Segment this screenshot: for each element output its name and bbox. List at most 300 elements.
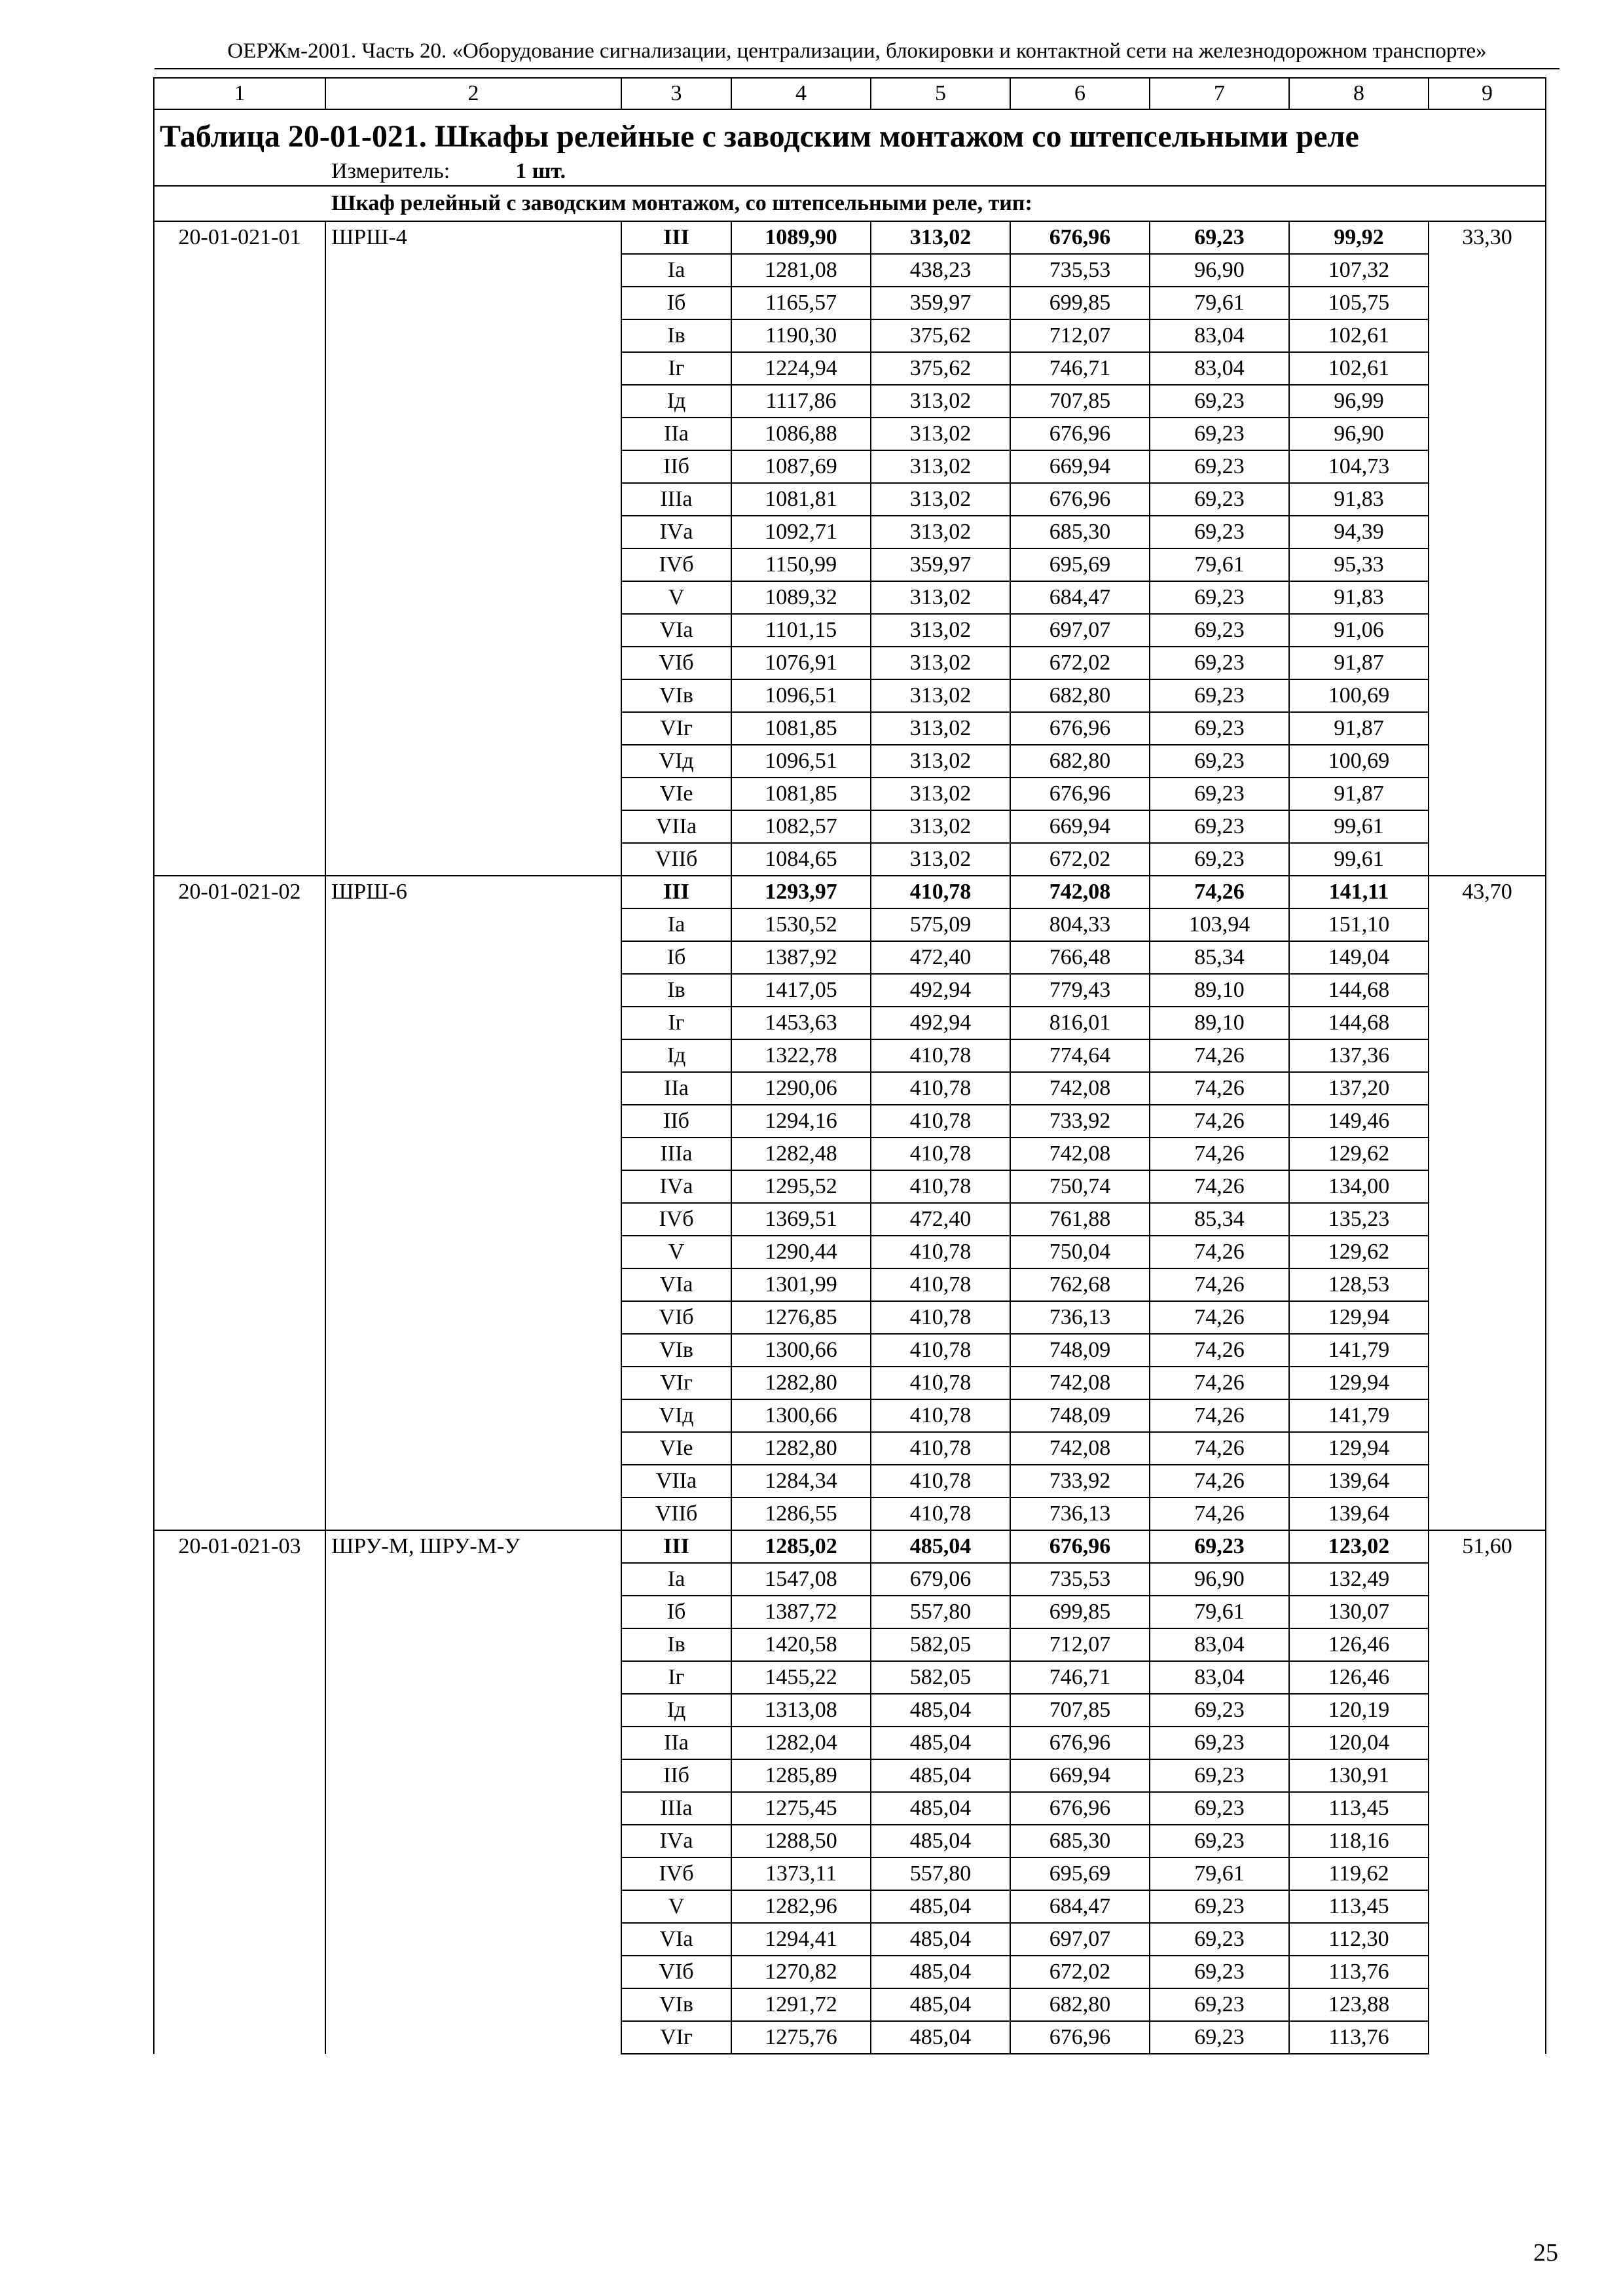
value-cell: 69,23 <box>1150 1825 1289 1857</box>
value-cell: 676,96 <box>1010 1727 1150 1759</box>
value-cell: 69,23 <box>1150 1792 1289 1825</box>
value-cell: 69,23 <box>1150 1890 1289 1923</box>
type-cell: Iг <box>621 1007 731 1039</box>
value-cell: 575,09 <box>871 908 1010 941</box>
value-cell: 748,09 <box>1010 1334 1150 1367</box>
value-cell: 1282,80 <box>731 1367 871 1399</box>
value-cell: 699,85 <box>1010 287 1150 319</box>
item-code: 20-01-021-03 <box>154 1530 325 2054</box>
type-cell: IIа <box>621 1072 731 1105</box>
value-cell: 69,23 <box>1150 1923 1289 1956</box>
value-cell: 69,23 <box>1150 1727 1289 1759</box>
value-cell: 375,62 <box>871 319 1010 352</box>
value-cell: 149,04 <box>1289 941 1429 974</box>
value-cell: 742,08 <box>1010 1072 1150 1105</box>
value-cell: 69,23 <box>1150 1988 1289 2021</box>
value-cell: 105,75 <box>1289 287 1429 319</box>
value-cell: 69,23 <box>1150 581 1289 614</box>
value-cell: 1081,85 <box>731 778 871 810</box>
value-cell: 134,00 <box>1289 1170 1429 1203</box>
type-cell: VIIб <box>621 843 731 876</box>
value-cell: 1288,50 <box>731 1825 871 1857</box>
value-cell: 762,68 <box>1010 1268 1150 1301</box>
value-cell: 1089,32 <box>731 581 871 614</box>
value-cell: 79,61 <box>1150 1857 1289 1890</box>
value-cell: 682,80 <box>1010 1988 1150 2021</box>
value-cell: 69,23 <box>1150 712 1289 745</box>
mass-value: 43,70 <box>1429 876 1546 1530</box>
value-cell: 1275,76 <box>731 2021 871 2054</box>
value-cell: 128,53 <box>1289 1268 1429 1301</box>
value-cell: 735,53 <box>1010 254 1150 287</box>
value-cell: 410,78 <box>871 1138 1010 1170</box>
type-cell: VIа <box>621 1923 731 1956</box>
value-cell: 682,80 <box>1010 679 1150 712</box>
value-cell: 1313,08 <box>731 1694 871 1727</box>
value-cell: 816,01 <box>1010 1007 1150 1039</box>
type-cell: Iа <box>621 1563 731 1596</box>
type-cell: Iб <box>621 287 731 319</box>
value-cell: 1387,92 <box>731 941 871 974</box>
value-cell: 313,02 <box>871 614 1010 647</box>
value-cell: 69,23 <box>1150 2021 1289 2054</box>
value-cell: 129,62 <box>1289 1138 1429 1170</box>
type-cell: IVа <box>621 1170 731 1203</box>
value-cell: 1285,02 <box>731 1530 871 1563</box>
value-cell: 113,45 <box>1289 1890 1429 1923</box>
value-cell: 1082,57 <box>731 810 871 843</box>
value-cell: 472,40 <box>871 941 1010 974</box>
value-cell: 410,78 <box>871 1432 1010 1465</box>
value-cell: 74,26 <box>1150 1334 1289 1367</box>
value-cell: 1089,90 <box>731 221 871 254</box>
section-row <box>154 186 1546 221</box>
column-number: 7 <box>1150 78 1289 109</box>
value-cell: 137,36 <box>1289 1039 1429 1072</box>
table-title: Таблица 20-01-021. Шкафы релейные с заводским монтажом со штепсельными реле <box>160 119 1359 154</box>
type-cell: VIIб <box>621 1498 731 1530</box>
item-code: 20-01-021-02 <box>154 876 325 1530</box>
type-cell: VIIа <box>621 1465 731 1498</box>
value-cell: 69,23 <box>1150 1956 1289 1988</box>
value-cell: 123,02 <box>1289 1530 1429 1563</box>
value-cell: 1275,45 <box>731 1792 871 1825</box>
column-number: 8 <box>1289 78 1429 109</box>
type-cell: IVа <box>621 516 731 548</box>
value-cell: 748,09 <box>1010 1399 1150 1432</box>
type-cell: V <box>621 1890 731 1923</box>
type-cell: V <box>621 1236 731 1268</box>
type-cell: VIг <box>621 2021 731 2054</box>
value-cell: 485,04 <box>871 1956 1010 1988</box>
value-cell: 74,26 <box>1150 1367 1289 1399</box>
value-cell: 129,94 <box>1289 1367 1429 1399</box>
value-cell: 1284,34 <box>731 1465 871 1498</box>
value-cell: 129,62 <box>1289 1236 1429 1268</box>
value-cell: 485,04 <box>871 1923 1010 1956</box>
value-cell: 742,08 <box>1010 1432 1150 1465</box>
item-name: ШРУ-М, ШРУ-М-У <box>325 1530 621 2054</box>
value-cell: 375,62 <box>871 352 1010 385</box>
value-cell: 410,78 <box>871 1399 1010 1432</box>
value-cell: 95,33 <box>1289 548 1429 581</box>
type-cell: IIа <box>621 1727 731 1759</box>
price-table <box>153 77 1546 2054</box>
value-cell: 69,23 <box>1150 843 1289 876</box>
value-cell: 1285,89 <box>731 1759 871 1792</box>
value-cell: 695,69 <box>1010 548 1150 581</box>
value-cell: 410,78 <box>871 1072 1010 1105</box>
value-cell: 1190,30 <box>731 319 871 352</box>
column-number: 5 <box>871 78 1010 109</box>
unit-label: Измеритель: <box>331 159 450 183</box>
value-cell: 83,04 <box>1150 319 1289 352</box>
value-cell: 485,04 <box>871 1694 1010 1727</box>
table-row <box>154 1530 1546 1563</box>
value-cell: 144,68 <box>1289 1007 1429 1039</box>
value-cell: 1076,91 <box>731 647 871 679</box>
value-cell: 1369,51 <box>731 1203 871 1236</box>
value-cell: 1086,88 <box>731 418 871 450</box>
value-cell: 672,02 <box>1010 1956 1150 1988</box>
type-cell: IIIа <box>621 1138 731 1170</box>
value-cell: 485,04 <box>871 1825 1010 1857</box>
value-cell: 1282,04 <box>731 1727 871 1759</box>
value-cell: 130,07 <box>1289 1596 1429 1628</box>
value-cell: 102,61 <box>1289 319 1429 352</box>
value-cell: 126,46 <box>1289 1661 1429 1694</box>
value-cell: 1547,08 <box>731 1563 871 1596</box>
value-cell: 74,26 <box>1150 1105 1289 1138</box>
value-cell: 1096,51 <box>731 745 871 778</box>
value-cell: 74,26 <box>1150 1170 1289 1203</box>
value-cell: 410,78 <box>871 1465 1010 1498</box>
value-cell: 313,02 <box>871 745 1010 778</box>
value-cell: 74,26 <box>1150 1072 1289 1105</box>
value-cell: 69,23 <box>1150 450 1289 483</box>
value-cell: 89,10 <box>1150 1007 1289 1039</box>
value-cell: 94,39 <box>1289 516 1429 548</box>
value-cell: 74,26 <box>1150 1039 1289 1072</box>
value-cell: 697,07 <box>1010 614 1150 647</box>
value-cell: 557,80 <box>871 1596 1010 1628</box>
value-cell: 676,96 <box>1010 1530 1150 1563</box>
value-cell: 96,90 <box>1150 254 1289 287</box>
value-cell: 742,08 <box>1010 876 1150 908</box>
value-cell: 1092,71 <box>731 516 871 548</box>
value-cell: 1455,22 <box>731 1661 871 1694</box>
value-cell: 1081,81 <box>731 483 871 516</box>
value-cell: 69,23 <box>1150 614 1289 647</box>
type-cell: IIб <box>621 1759 731 1792</box>
table-row <box>154 876 1546 908</box>
value-cell: 676,96 <box>1010 712 1150 745</box>
value-cell: 1096,51 <box>731 679 871 712</box>
value-cell: 492,94 <box>871 974 1010 1007</box>
value-cell: 485,04 <box>871 1759 1010 1792</box>
value-cell: 699,85 <box>1010 1596 1150 1628</box>
type-cell: IVб <box>621 1203 731 1236</box>
value-cell: 113,76 <box>1289 1956 1429 1988</box>
value-cell: 485,04 <box>871 2021 1010 2054</box>
header-rule <box>155 68 1559 69</box>
value-cell: 1224,94 <box>731 352 871 385</box>
value-cell: 669,94 <box>1010 810 1150 843</box>
value-cell: 139,64 <box>1289 1498 1429 1530</box>
value-cell: 74,26 <box>1150 1138 1289 1170</box>
value-cell: 676,96 <box>1010 2021 1150 2054</box>
value-cell: 410,78 <box>871 1498 1010 1530</box>
value-cell: 1286,55 <box>731 1498 871 1530</box>
value-cell: 736,13 <box>1010 1301 1150 1334</box>
value-cell: 69,23 <box>1150 810 1289 843</box>
value-cell: 359,97 <box>871 287 1010 319</box>
value-cell: 735,53 <box>1010 1563 1150 1596</box>
value-cell: 69,23 <box>1150 385 1289 418</box>
column-number: 1 <box>154 78 325 109</box>
value-cell: 85,34 <box>1150 941 1289 974</box>
value-cell: 1322,78 <box>731 1039 871 1072</box>
mass-value: 33,30 <box>1429 221 1546 876</box>
type-cell: VIа <box>621 614 731 647</box>
value-cell: 750,74 <box>1010 1170 1150 1203</box>
column-number: 2 <box>325 78 621 109</box>
value-cell: 74,26 <box>1150 1268 1289 1301</box>
value-cell: 129,94 <box>1289 1301 1429 1334</box>
type-cell: VIв <box>621 1334 731 1367</box>
value-cell: 69,23 <box>1150 1759 1289 1792</box>
value-cell: 313,02 <box>871 712 1010 745</box>
value-cell: 313,02 <box>871 418 1010 450</box>
value-cell: 1270,82 <box>731 1956 871 1988</box>
type-cell: Iб <box>621 1596 731 1628</box>
value-cell: 359,97 <box>871 548 1010 581</box>
value-cell: 74,26 <box>1150 1432 1289 1465</box>
value-cell: 69,23 <box>1150 647 1289 679</box>
value-cell: 102,61 <box>1289 352 1429 385</box>
value-cell: 313,02 <box>871 843 1010 876</box>
value-cell: 1417,05 <box>731 974 871 1007</box>
unit-row <box>154 158 1546 186</box>
value-cell: 74,26 <box>1150 1399 1289 1432</box>
type-cell: Iг <box>621 1661 731 1694</box>
type-cell: VIв <box>621 679 731 712</box>
value-cell: 120,04 <box>1289 1727 1429 1759</box>
value-cell: 733,92 <box>1010 1105 1150 1138</box>
value-cell: 485,04 <box>871 1890 1010 1923</box>
value-cell: 104,73 <box>1289 450 1429 483</box>
value-cell: 1295,52 <box>731 1170 871 1203</box>
value-cell: 1387,72 <box>731 1596 871 1628</box>
value-cell: 1294,41 <box>731 1923 871 1956</box>
value-cell: 91,87 <box>1289 712 1429 745</box>
value-cell: 129,94 <box>1289 1432 1429 1465</box>
value-cell: 69,23 <box>1150 418 1289 450</box>
value-cell: 96,99 <box>1289 385 1429 418</box>
value-cell: 313,02 <box>871 385 1010 418</box>
value-cell: 1301,99 <box>731 1268 871 1301</box>
type-cell: Iа <box>621 254 731 287</box>
value-cell: 761,88 <box>1010 1203 1150 1236</box>
value-cell: 99,92 <box>1289 221 1429 254</box>
value-cell: 676,96 <box>1010 221 1150 254</box>
value-cell: 679,06 <box>871 1563 1010 1596</box>
value-cell: 313,02 <box>871 810 1010 843</box>
value-cell: 69,23 <box>1150 1530 1289 1563</box>
value-cell: 141,11 <box>1289 876 1429 908</box>
page-number: 25 <box>1533 2239 1558 2267</box>
type-cell: III <box>621 1530 731 1563</box>
value-cell: 79,61 <box>1150 1596 1289 1628</box>
type-cell: VIг <box>621 1367 731 1399</box>
value-cell: 492,94 <box>871 1007 1010 1039</box>
column-number-row <box>154 78 1546 109</box>
value-cell: 313,02 <box>871 581 1010 614</box>
value-cell: 1281,08 <box>731 254 871 287</box>
value-cell: 1087,69 <box>731 450 871 483</box>
value-cell: 410,78 <box>871 1367 1010 1399</box>
type-cell: VIг <box>621 712 731 745</box>
type-cell: Iв <box>621 1628 731 1661</box>
value-cell: 313,02 <box>871 483 1010 516</box>
value-cell: 1282,48 <box>731 1138 871 1170</box>
value-cell: 485,04 <box>871 1530 1010 1563</box>
value-cell: 91,83 <box>1289 483 1429 516</box>
value-cell: 682,80 <box>1010 745 1150 778</box>
value-cell: 74,26 <box>1150 1301 1289 1334</box>
type-cell: V <box>621 581 731 614</box>
value-cell: 91,87 <box>1289 778 1429 810</box>
value-cell: 141,79 <box>1289 1334 1429 1367</box>
value-cell: 672,02 <box>1010 647 1150 679</box>
type-cell: IIб <box>621 1105 731 1138</box>
value-cell: 83,04 <box>1150 1661 1289 1694</box>
type-cell: VIд <box>621 1399 731 1432</box>
value-cell: 1530,52 <box>731 908 871 941</box>
value-cell: 313,02 <box>871 450 1010 483</box>
value-cell: 684,47 <box>1010 581 1150 614</box>
value-cell: 712,07 <box>1010 1628 1150 1661</box>
value-cell: 83,04 <box>1150 352 1289 385</box>
value-cell: 1165,57 <box>731 287 871 319</box>
value-cell: 1282,80 <box>731 1432 871 1465</box>
value-cell: 91,83 <box>1289 581 1429 614</box>
value-cell: 135,23 <box>1289 1203 1429 1236</box>
value-cell: 1291,72 <box>731 1988 871 2021</box>
value-cell: 1282,96 <box>731 1890 871 1923</box>
value-cell: 149,46 <box>1289 1105 1429 1138</box>
value-cell: 410,78 <box>871 1105 1010 1138</box>
value-cell: 313,02 <box>871 679 1010 712</box>
value-cell: 1300,66 <box>731 1334 871 1367</box>
value-cell: 1101,15 <box>731 614 871 647</box>
value-cell: 557,80 <box>871 1857 1010 1890</box>
value-cell: 112,30 <box>1289 1923 1429 1956</box>
value-cell: 69,23 <box>1150 679 1289 712</box>
column-number: 4 <box>731 78 871 109</box>
value-cell: 96,90 <box>1150 1563 1289 1596</box>
type-cell: VIб <box>621 1956 731 1988</box>
value-cell: 1293,97 <box>731 876 871 908</box>
value-cell: 69,23 <box>1150 221 1289 254</box>
value-cell: 695,69 <box>1010 1857 1150 1890</box>
value-cell: 126,46 <box>1289 1628 1429 1661</box>
running-header: ОЕРЖм-2001. Часть 20. «Оборудование сигнализации, централизации, блокировки и контактной сети на железнодорожном транспорте» <box>227 39 1487 63</box>
value-cell: 113,76 <box>1289 2021 1429 2054</box>
value-cell: 485,04 <box>871 1727 1010 1759</box>
value-cell: 707,85 <box>1010 385 1150 418</box>
value-cell: 85,34 <box>1150 1203 1289 1236</box>
value-cell: 151,10 <box>1289 908 1429 941</box>
type-cell: IIа <box>621 418 731 450</box>
value-cell: 672,02 <box>1010 843 1150 876</box>
value-cell: 119,62 <box>1289 1857 1429 1890</box>
value-cell: 676,96 <box>1010 778 1150 810</box>
type-cell: Iд <box>621 385 731 418</box>
value-cell: 685,30 <box>1010 1825 1150 1857</box>
section-title: Шкаф релейный с заводским монтажом, со штепсельными реле, тип: <box>154 186 1546 221</box>
value-cell: 74,26 <box>1150 1465 1289 1498</box>
value-cell: 96,90 <box>1289 418 1429 450</box>
value-cell: 74,26 <box>1150 1236 1289 1268</box>
type-cell: Iб <box>621 941 731 974</box>
value-cell: 144,68 <box>1289 974 1429 1007</box>
value-cell: 742,08 <box>1010 1367 1150 1399</box>
value-cell: 707,85 <box>1010 1694 1150 1727</box>
value-cell: 746,71 <box>1010 352 1150 385</box>
value-cell: 742,08 <box>1010 1138 1150 1170</box>
type-cell: Iа <box>621 908 731 941</box>
value-cell: 410,78 <box>871 1268 1010 1301</box>
value-cell: 130,91 <box>1289 1759 1429 1792</box>
value-cell: 313,02 <box>871 221 1010 254</box>
value-cell: 107,32 <box>1289 254 1429 287</box>
value-cell: 79,61 <box>1150 548 1289 581</box>
value-cell: 438,23 <box>871 254 1010 287</box>
value-cell: 410,78 <box>871 1301 1010 1334</box>
value-cell: 1276,85 <box>731 1301 871 1334</box>
table-row <box>154 221 1546 254</box>
value-cell: 1300,66 <box>731 1399 871 1432</box>
type-cell: IVб <box>621 1857 731 1890</box>
value-cell: 1150,99 <box>731 548 871 581</box>
item-name: ШРШ-6 <box>325 876 621 1530</box>
value-cell: 410,78 <box>871 1170 1010 1203</box>
title-row <box>154 109 1546 158</box>
column-number: 9 <box>1429 78 1546 109</box>
value-cell: 137,20 <box>1289 1072 1429 1105</box>
type-cell: III <box>621 221 731 254</box>
value-cell: 712,07 <box>1010 319 1150 352</box>
type-cell: IIб <box>621 450 731 483</box>
value-cell: 746,71 <box>1010 1661 1150 1694</box>
item-code: 20-01-021-01 <box>154 221 325 876</box>
value-cell: 774,64 <box>1010 1039 1150 1072</box>
value-cell: 485,04 <box>871 1792 1010 1825</box>
value-cell: 1420,58 <box>731 1628 871 1661</box>
type-cell: VIб <box>621 1301 731 1334</box>
value-cell: 485,04 <box>871 1988 1010 2021</box>
value-cell: 69,23 <box>1150 1694 1289 1727</box>
value-cell: 99,61 <box>1289 810 1429 843</box>
value-cell: 1290,06 <box>731 1072 871 1105</box>
value-cell: 733,92 <box>1010 1465 1150 1498</box>
value-cell: 582,05 <box>871 1661 1010 1694</box>
value-cell: 676,96 <box>1010 418 1150 450</box>
value-cell: 89,10 <box>1150 974 1289 1007</box>
type-cell: IVа <box>621 1825 731 1857</box>
value-cell: 669,94 <box>1010 1759 1150 1792</box>
